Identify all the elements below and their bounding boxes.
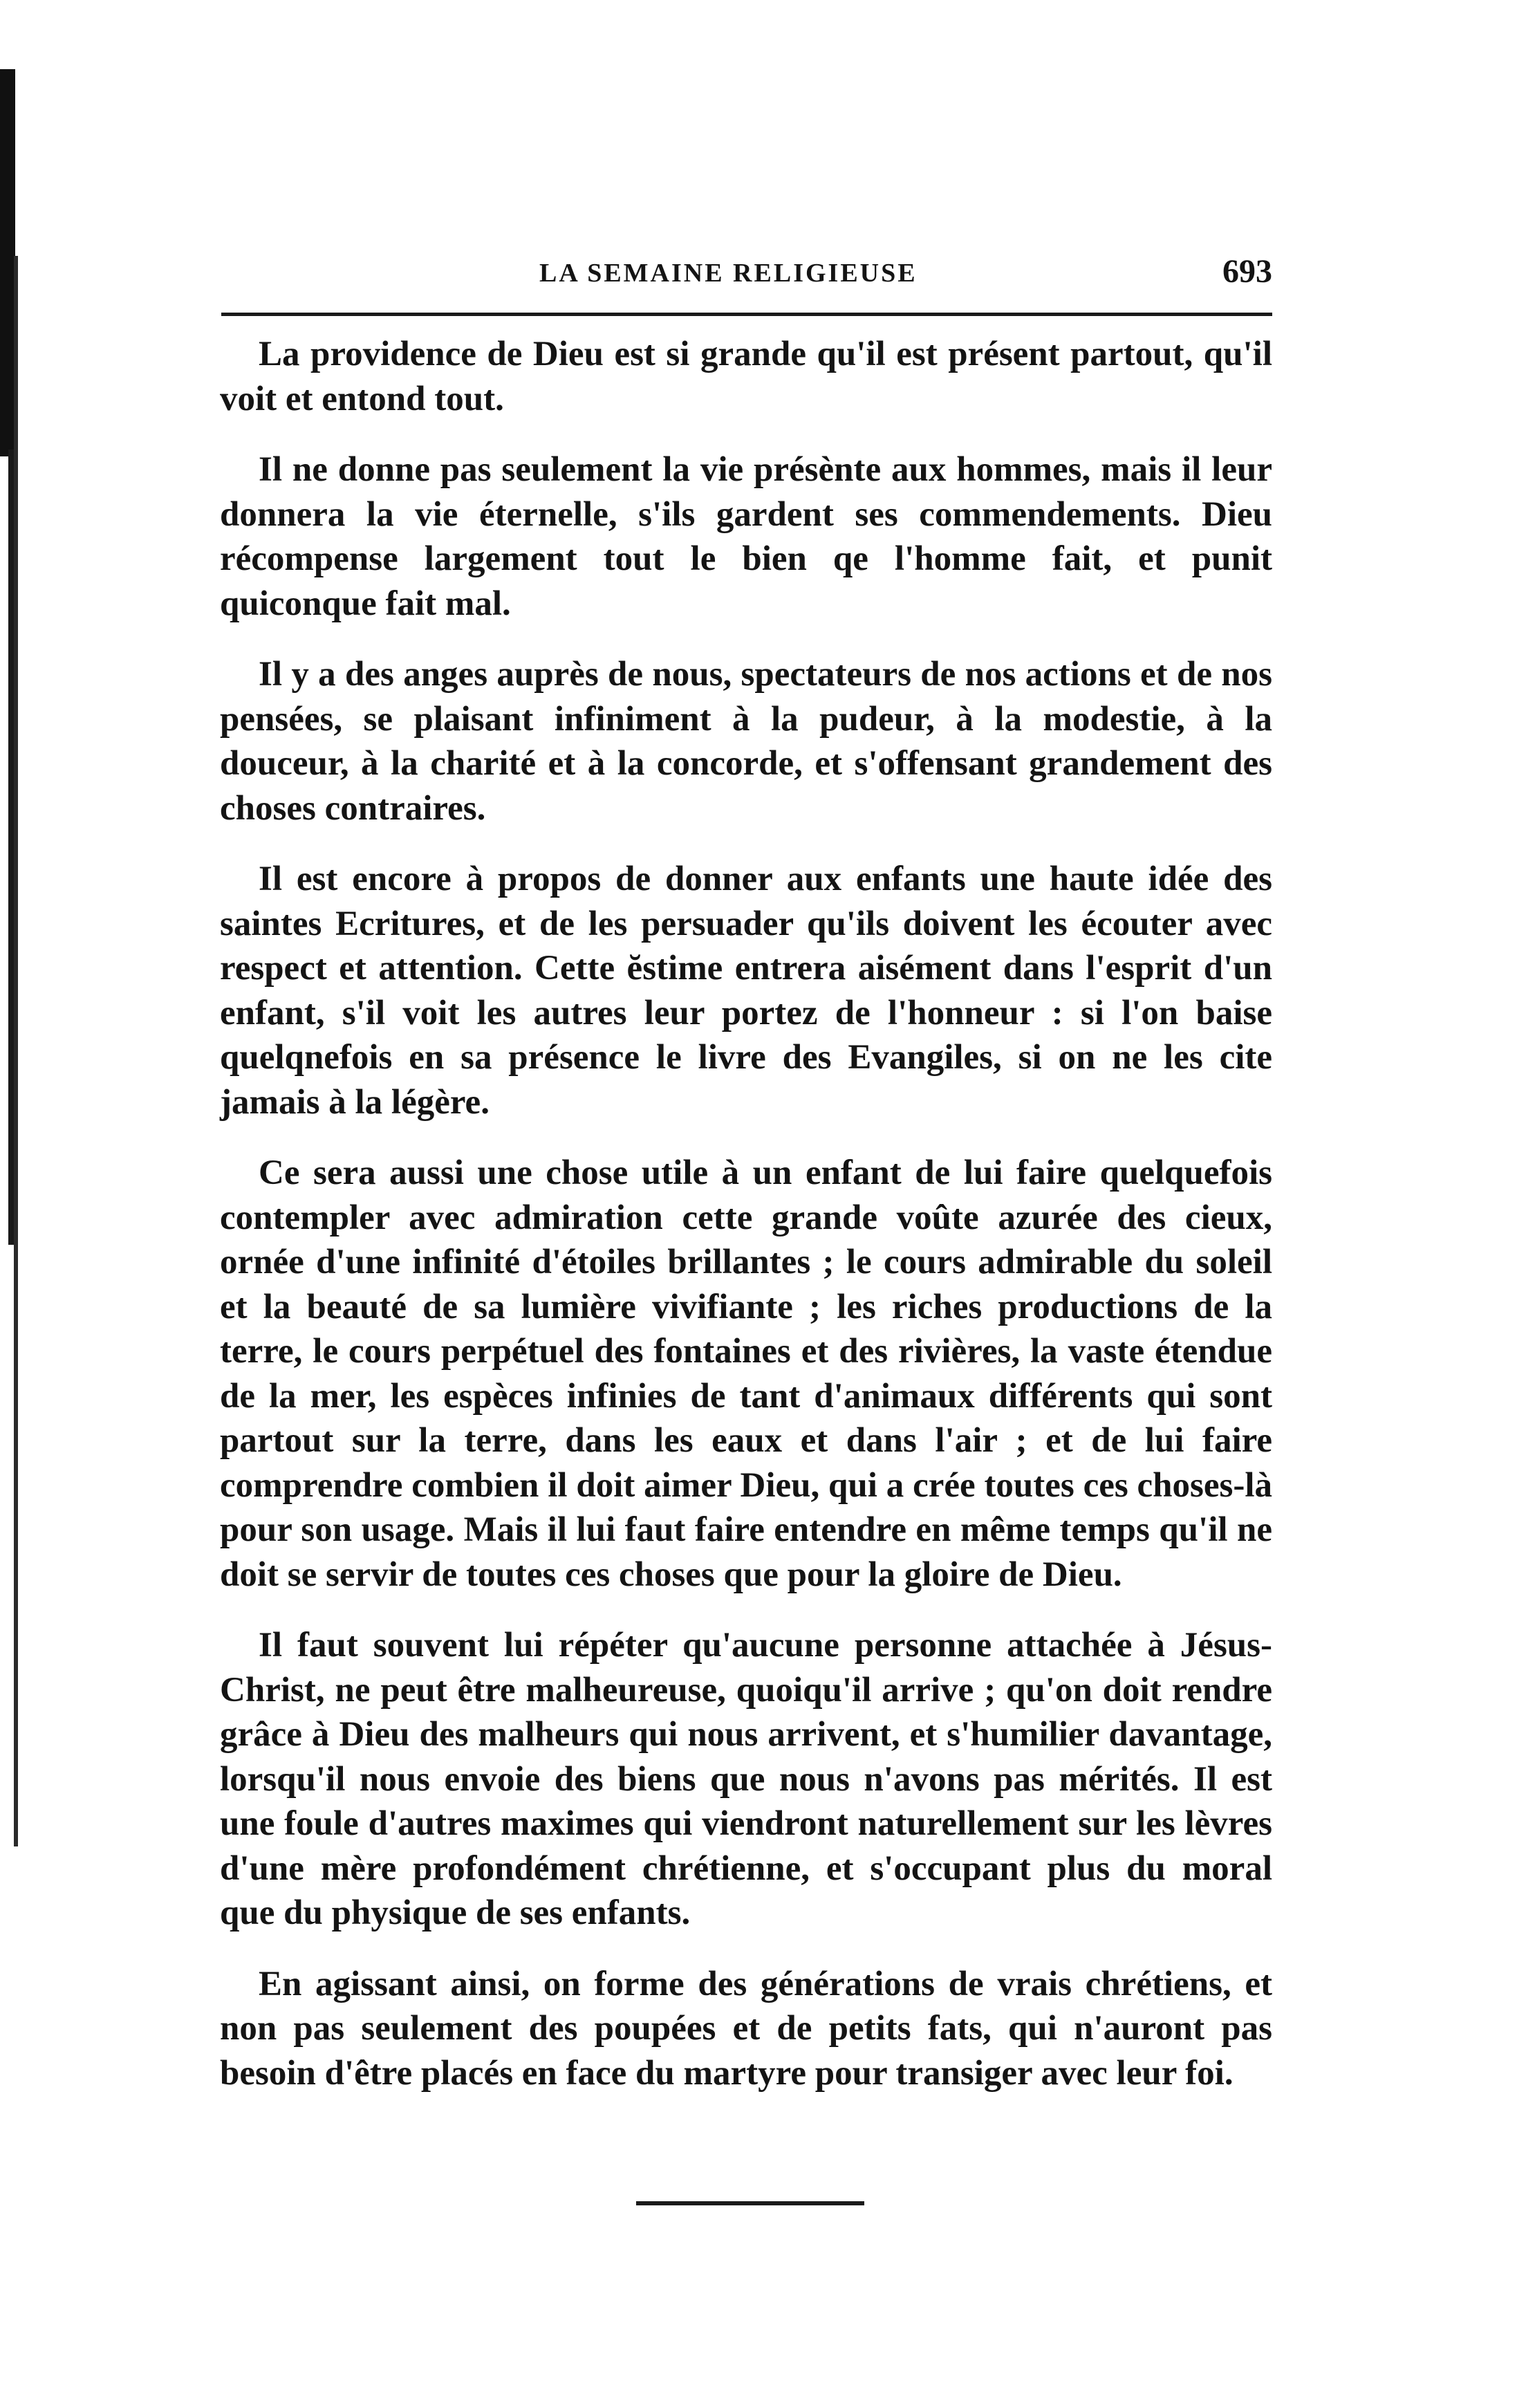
paragraph: Il y a des anges auprès de nous, spectateurs de nos actions et de nos pensées, se plaisant infiniment à la pudeur, à la modestie, à la douceur, à la charité et à la concorde, et s'offensant grandement des choses contraires. [220,655,1272,828]
paragraph: Il est encore à propos de donner aux enfants une haute idée des saintes Ecritures, et de les persuader qu'ils doivent les écouter avec respect et attention. Cette ĕstime entrera aisément dans l'esprit d'un enfant, s'il voit les autres leur portez de l'honneur : si l'on baise quelqnefois en sa présence le livre des Evangiles, si on ne les cite jamais à la légère. [220,860,1272,1122]
binding-shadow [0,69,15,456]
paragraph: La providence de Dieu est si grande qu'il est présent partout, qu'il voit et entond tout. [220,335,1272,418]
paragraph: Il ne donne pas seulement la vie présènte aux hommes, mais il leur donnera la vie éternelle, s'ils gardent ses commendements. Dieu récompense largement tout le bien qe l'homme fait, et punit quiconque fait mal. [220,450,1272,623]
end-rule [636,2201,864,2205]
paragraph: Ce sera aussi une chose utile à un enfant de lui faire quelquefois contempler avec admiration cette grande voûte azurée des cieux, ornée d'une infinité d'étoiles brillantes ; le cours admirable du soleil et la beauté de sa lumière vivifiante ; les riches productions de la terre, le cours perpétuel des fontaines et des rivières, la vaste étendue de la mer, les espèces infinies de tant d'animaux différents qui sont partout sur la terre, dans les eaux et dans l'air ; et de lui faire comprendre combien il doit aimer Dieu, qui a crée toutes ces choses-là pour son usage. Mais il lui faut faire entendre en même temps qu'il ne doit se servir de toutes ces choses que pour la gloire de Dieu. [220,1154,1272,1594]
page-header [221,252,1272,294]
page-number: 693 [1222,253,1272,290]
running-title: LA SEMAINE RELIGIEUSE [539,259,918,288]
paragraph: En agissant ainsi, on forme des générations de vrais chrétiens, et non pas seulement des poupées et de petits fats, qui n'auront pas besoin d'être placés en face du martyre pour transiger avec leur foi. [220,1964,1272,2093]
body-text [220,332,1272,2122]
header-rule [221,313,1272,316]
binding-shadow [14,256,18,1846]
paragraph: Il faut souvent lui répéter qu'aucune personne attachée à Jésus-Christ, ne peut être malheureuse, quoiqu'il arrive ; qu'on doit rendre grâce à Dieu des malheurs qui nous arrivent, et s'humilier davantage, lorsqu'il nous envoie des biens que nous n'avons pas mérités. Il est une foule d'autres maximes qui viendront naturellement sur les lèvres d'une mère profondément chrétienne, et s'occupant plus du moral que du physique de ses enfants. [220,1626,1272,1932]
